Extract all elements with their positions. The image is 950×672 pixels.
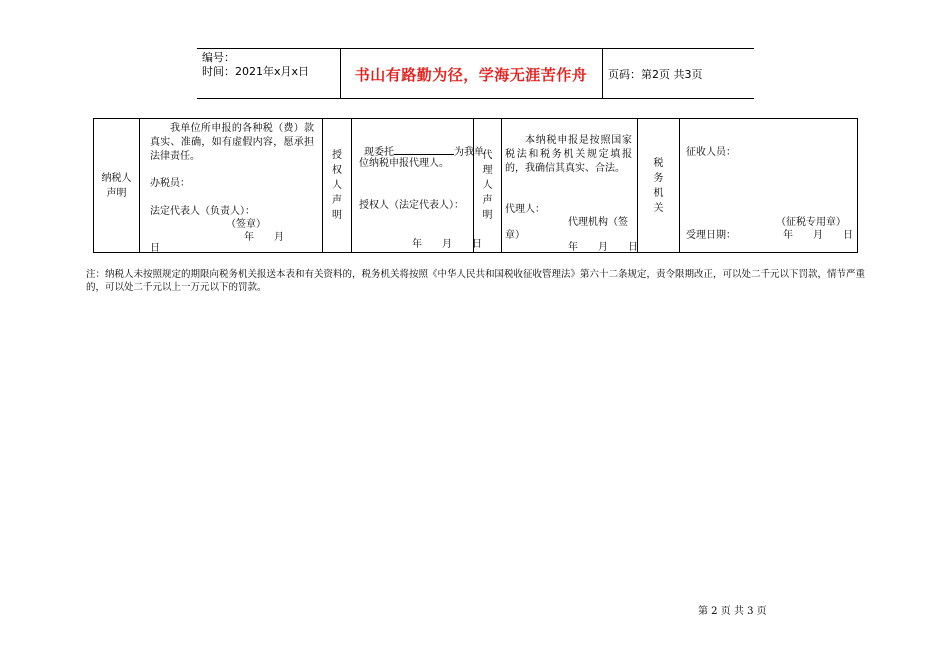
header-page-info: 页码：第2页 共3页 [608,68,703,81]
time-line: 时间：2021年x月x日 [202,65,310,78]
agent-statement: 本纳税申报是按照国家税法和税务机关规定填报的，我确信其真实、合法。 [505,135,632,174]
authorizer-date: 年 月 日 [412,239,482,250]
entrust-suffix: 为我单 [454,147,484,158]
tax-office-label-cell [638,119,680,252]
entrust-prefix: 现委托 [364,147,394,158]
tax-office-cell [680,119,857,252]
agent-label: 代理人： [505,204,545,215]
acceptance-date-label: 受理日期： [686,230,736,241]
declaration-table [93,118,858,253]
taxpayer-statement: 我单位所申报的各种税（费）款真实、准确，如有虚假内容，愿承担法律责任。 [150,123,314,162]
acceptance-date: 年 月 日 [783,230,853,241]
agent-declaration-cell [502,119,638,252]
agency-seal-end: 章） [505,230,525,241]
authorizer-declaration-label: 授权人声明 [332,150,342,221]
taxpayer-declaration-label-cell [94,119,140,252]
agent-declaration-label-cell [474,119,502,252]
taxpayer-declaration-cell [140,119,323,252]
page-footer: 第 2 页 共 3 页 [698,606,767,617]
agency-seal-label: 代理机构（签 [568,217,628,228]
legal-rep-label: 法定代表人（负责人）： [150,206,255,217]
collector-label: 征收人员： [686,147,736,158]
authorizer-declaration-label-cell [323,119,352,252]
authorizer-signer-label: 授权人（法定代表人）： [359,200,464,211]
official-stamp-label: （征税专用章） [776,217,846,228]
agent-declaration-label: 代理人声明 [482,150,493,221]
agent-name-blank [394,144,454,155]
header-motto: 书山有路勤为径，学海无涯苦作舟 [354,66,588,84]
agent-date: 年 月 日 [568,242,638,253]
number-label: 编号： [202,51,235,64]
legal-note: 注：纳税人未按照规定的期限向税务机关报送本表和有关资料的，税务机关将按照《中华人民共和国税收征收管理法》第六十二条规定，责令限期改正，可以处二千元以下罚款，情节严重的，可以处二千元以上一万元以下的罚款。 [86,269,866,293]
authorizer-declaration-cell [352,119,484,252]
taxpayer-date-ym: 年 月 [244,232,284,243]
entrust-line-2: 位纳税申报代理人。 [359,158,449,169]
header-meta [202,51,309,79]
taxpayer-declaration-label: 纳税人声明 [101,172,132,199]
tax-handler-label: 办税员： [150,178,190,189]
header-divider [602,49,603,98]
tax-office-label: 税务机关 [653,157,664,214]
taxpayer-date-d: 日 [150,243,160,254]
page-header [197,48,754,99]
taxpayer-seal: （签章） [226,219,266,230]
